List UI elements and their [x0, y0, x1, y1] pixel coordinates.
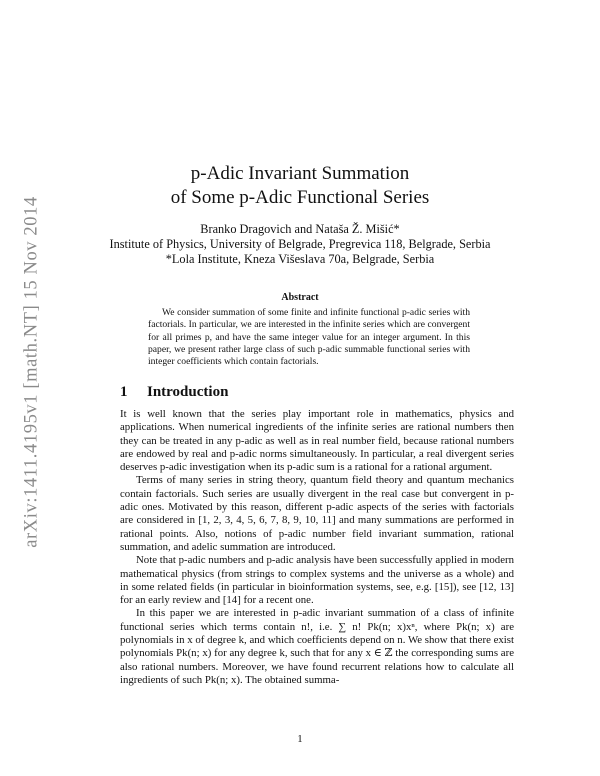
paper-title — [0, 162, 600, 210]
affiliation-2: *Lola Institute, Kneza Višeslava 70a, Belgrade, Serbia — [165, 252, 435, 266]
section-heading — [120, 384, 228, 401]
affiliation-1: Institute of Physics, University of Belgrade, Pregrevica 118, Belgrade, Serbia — [109, 237, 491, 251]
section-title: Introduction — [147, 384, 229, 400]
section-number: 1 — [120, 384, 128, 400]
authors: Branko Dragovich and Nataša Ž. Mišić* — [200, 222, 400, 236]
arxiv-identifier: arXiv:1411.4195v1 [math.NT] 15 Nov 2014 — [21, 196, 42, 548]
page-number: 1 — [297, 733, 303, 745]
abstract-text: We consider summation of some finite and infinite functional p-adic series with factorials. In particular, we are interested in the infinite series which are convergent for all primes p, and have the same integer value for an integer argument. In this paper, we present rather large class of such p-adic summable functional series with integer coefficients which contain factorials. — [148, 307, 470, 368]
paragraph: In this paper we are interested in p-adic invariant summation of a class of infinite functional series which terms contain n!, i.e. ∑ n! Pk(n; x)xⁿ, where Pk(n; x) are polynomials in x of degree k, and which coefficients depend on n. We show that there exist polynomials Pk(n; x) for any degree k, such that for any x ∈ ℤ the corresponding sums are also rational numbers. Moreover, we have found recurrent relations how to calculate all ingredients of such Pk(n; x). The obtained summa- — [120, 607, 514, 686]
author-block — [0, 222, 600, 267]
paragraph: It is well known that the series play important role in mathematics, physics and applications. When numerical ingredients of the infinite series are rational numbers then they can be treated in any p-adic as well as in real number field, because rational numbers are endowed by real and p-adic norms simultaneously. In particular, a real divergent series deserves p-adic investigation when its p-adic sum is a rational for a rational argument. — [120, 408, 514, 474]
paragraph: Note that p-adic numbers and p-adic analysis have been successfully applied in modern mathematical physics (from strings to complex systems and the universe as a whole) and in some related fields (in particular in bioinformation systems, see, e.g. [15]), see [12, 13] for an early review and [14] for a recent one. — [120, 554, 514, 607]
section-body — [120, 408, 514, 687]
title-line-1: p-Adic Invariant Summation — [190, 163, 410, 184]
paragraph: Terms of many series in string theory, quantum field theory and quantum mechanics contain factorials. Such series are usually divergent in the real case but convergent in p-adic ones. Motivated by this reason, different p-adic aspects of the series with factorials are considered in [1, 2, 3, 4, 5, 6, 7, 8, 9, 10, 11] and many summations are performed in rational points. Also, notions of p-adic number field invariant summation, rational summation, and adelic summation are introduced. — [120, 474, 514, 553]
abstract-heading: Abstract — [281, 292, 319, 303]
title-line-2: of Some p-Adic Functional Series — [170, 187, 430, 208]
